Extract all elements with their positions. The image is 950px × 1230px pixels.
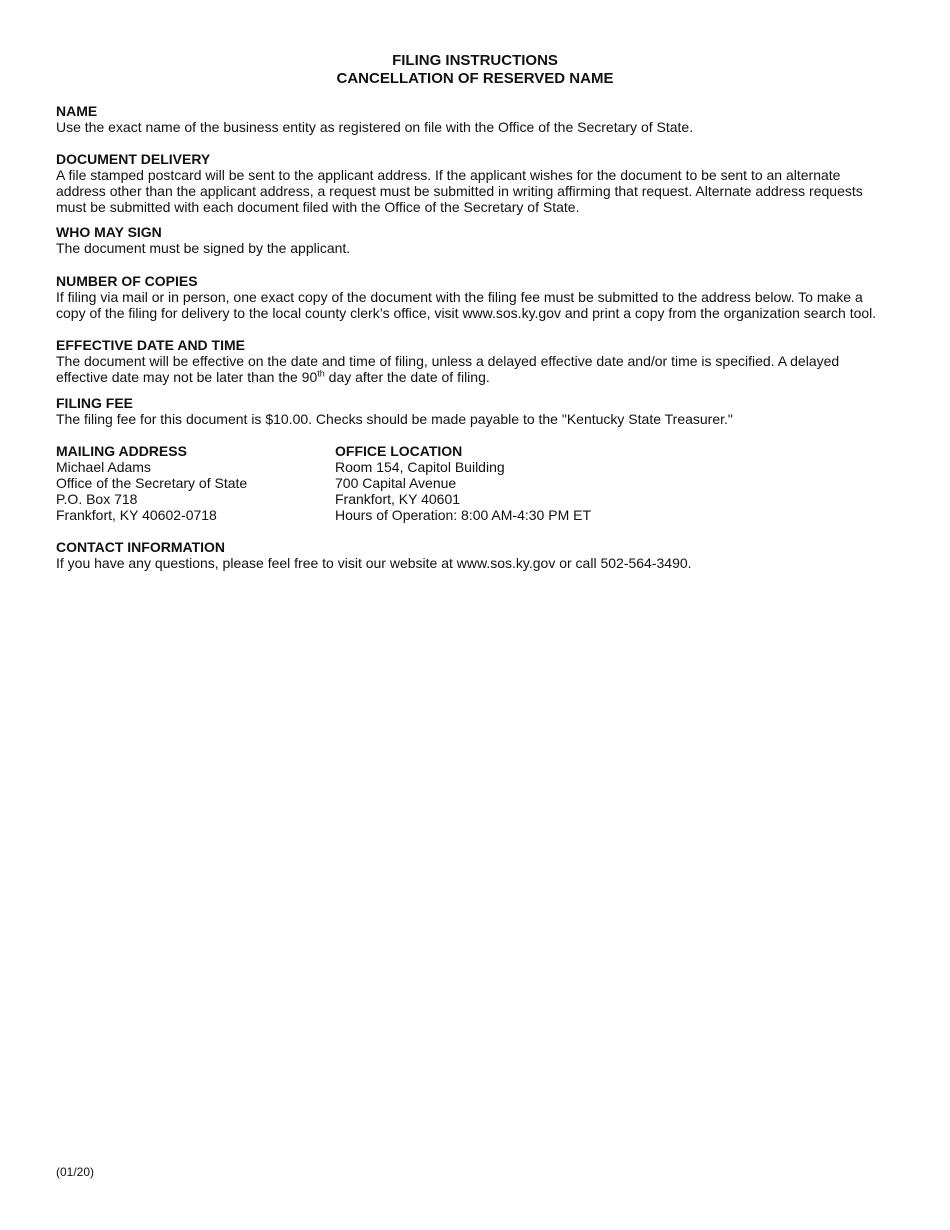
section-heading: EFFECTIVE DATE AND TIME	[56, 337, 245, 353]
section-text-line: copy of the filing for delivery to the local county clerk’s office, visit www.sos.ky.gov and print a copy from the organization search tool.	[56, 305, 877, 321]
address-line: Room 154, Capitol Building	[335, 459, 505, 475]
section-text-line: A file stamped postcard will be sent to the applicant address. If the applicant wishes for the document to be sent to an alternate	[56, 167, 841, 183]
section-contact-information	[56, 539, 901, 571]
title-line-1: FILING INSTRUCTIONS	[392, 52, 558, 69]
office-location-block	[335, 443, 735, 523]
section-text: If you have any questions, please feel free to visit our website at www.sos.ky.gov or call 502-564-3490.	[56, 555, 692, 571]
address-line: Office of the Secretary of State	[56, 475, 248, 491]
section-effective-date	[56, 337, 901, 385]
address-line: Michael Adams	[56, 459, 151, 475]
section-text-line: address other than the applicant address, a request must be submitted in writing affirming that request. Alternate address requests	[56, 183, 863, 199]
section-text-line: If filing via mail or in person, one exact copy of the document with the filing fee must be submitted to the address below. To make a	[56, 289, 863, 305]
title-line-2: CANCELLATION OF RESERVED NAME	[336, 70, 614, 87]
section-text-line	[56, 369, 901, 385]
section-heading: MAILING ADDRESS	[56, 443, 187, 459]
address-line: Frankfort, KY 40602-0718	[56, 507, 217, 523]
section-text-line: must be submitted with each document filed with the Office of the Secretary of State.	[56, 199, 580, 215]
text-fragment: day after the date of filing.	[324, 369, 490, 385]
section-heading: CONTACT INFORMATION	[56, 539, 226, 555]
section-heading: WHO MAY SIGN	[56, 224, 162, 240]
document-title	[0, 52, 950, 88]
section-text: Use the exact name of the business entity as registered on file with the Office of the Secretary of State.	[56, 119, 694, 135]
text-fragment: effective date may not be later than the 90	[56, 369, 318, 385]
section-text: The filing fee for this document is $10.00. Checks should be made payable to the "Kentucky State Treasurer."	[56, 411, 733, 427]
section-heading: DOCUMENT DELIVERY	[56, 151, 211, 167]
address-line: Frankfort, KY 40601	[335, 491, 461, 507]
section-filing-fee	[56, 395, 901, 427]
section-heading: OFFICE LOCATION	[335, 443, 463, 459]
address-line: Hours of Operation: 8:00 AM-4:30 PM ET	[335, 507, 592, 523]
section-name	[56, 103, 901, 135]
ordinal-suffix: th	[317, 368, 325, 379]
section-heading: NAME	[56, 103, 98, 119]
section-text-line: The document will be effective on the date and time of filing, unless a delayed effective date and/or time is specified. A delayed	[56, 353, 840, 369]
mailing-address-block	[56, 443, 326, 523]
section-number-of-copies	[56, 273, 901, 321]
section-heading: NUMBER OF COPIES	[56, 273, 198, 289]
section-text: The document must be signed by the applicant.	[56, 240, 351, 256]
revision-date: (01/20)	[56, 1165, 95, 1179]
address-line: P.O. Box 718	[56, 491, 138, 507]
address-line: 700 Capital Avenue	[335, 475, 457, 491]
section-heading: FILING FEE	[56, 395, 133, 411]
section-who-may-sign	[56, 224, 901, 256]
section-document-delivery	[56, 151, 901, 215]
